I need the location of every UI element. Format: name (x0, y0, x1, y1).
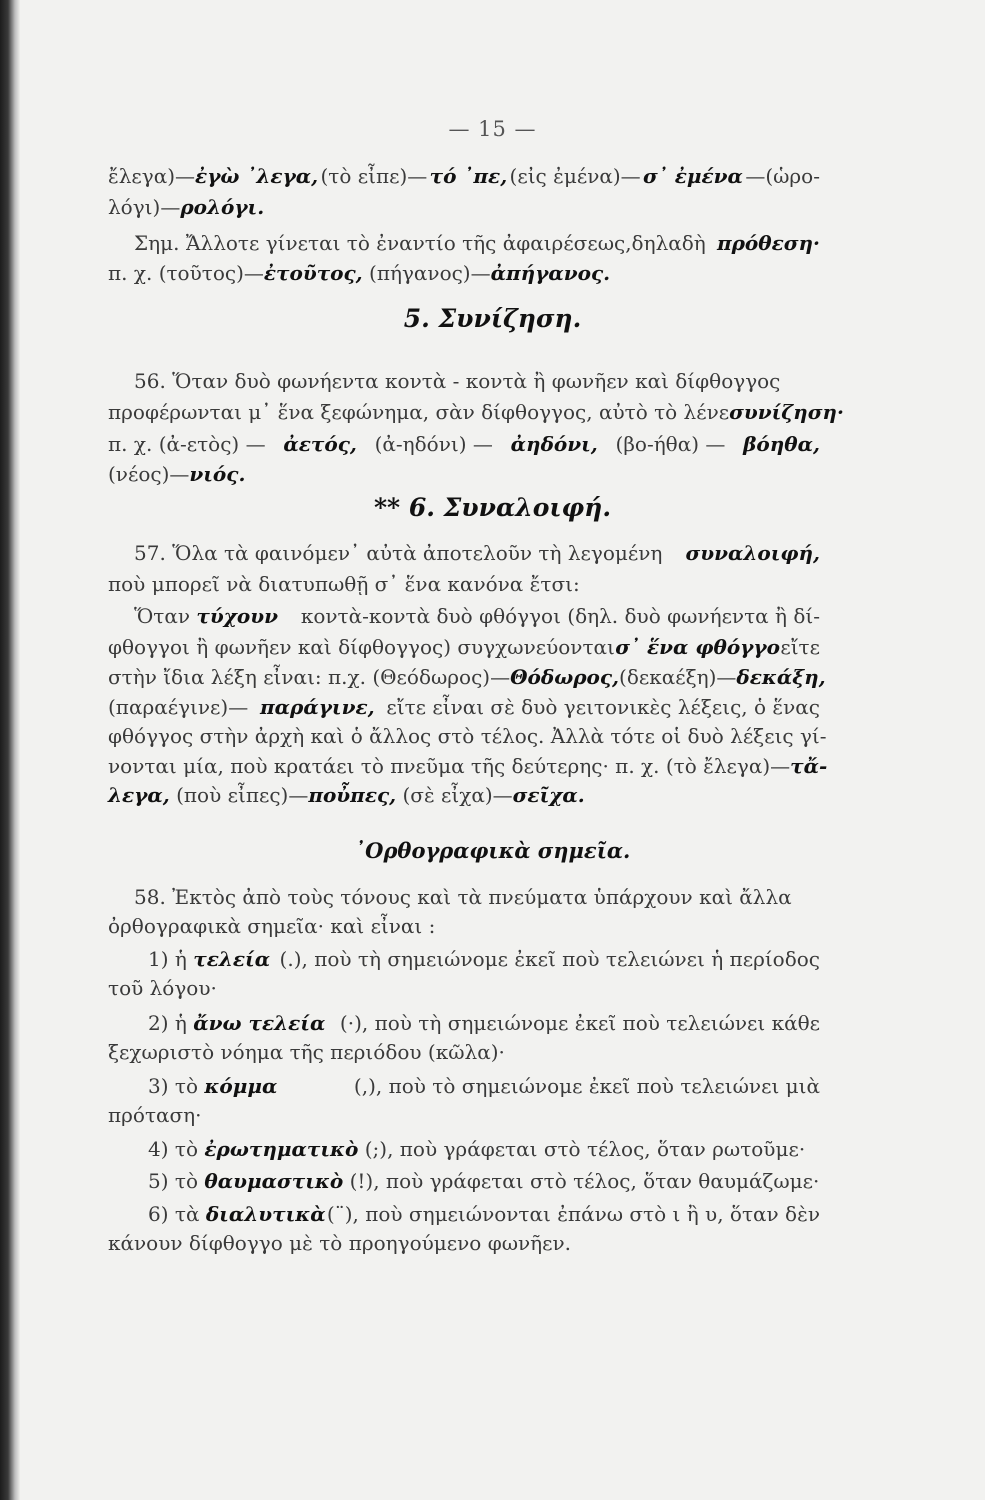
text-line: 57. Ὅλα τὰ φαινόμεν᾽ αὐτὰ ἀποτελοῦν τὴ λεγομένη συναλοιφή, (134, 541, 820, 565)
section-heading-synizesis: 5. Συνίζηση. (403, 304, 582, 333)
text-line: ἔλεγα)—ἐγὼ ᾽λεγα, (τὸ εἶπε)— τό ᾽πε, (εἰς ἐμένα)— σ᾽ ἐμένα —(ὡρο- (108, 164, 820, 188)
list-item: 6) τὰ διαλυτικὰ (¨), ποὺ σημειώνονται ἐπάνω στὸ ι ἢ υ, ὅταν δὲν (148, 1202, 820, 1226)
text-line: (νέος)—νιός. (108, 462, 246, 486)
text-line: λόγι)—ρολόγι. (108, 195, 265, 219)
text-line: 58. Ἐκτὸς ἀπὸ τοὺς τόνους καὶ τὰ πνεύματα ὑπάρχουν καὶ ἄλλα (134, 885, 792, 909)
text-line: π. χ. (ἀ-ετὸς) — ἀετός, (ἀ-ηδόνι) — ἀηδόνι, (βο-ήθα) — βόηθα, (108, 432, 820, 456)
text-line: κάνουν δίφθογγο μὲ τὸ προηγούμενο φωνῆεν. (108, 1231, 572, 1255)
list-item: 5) τὸ θαυμαστικὸ (!), ποὺ γράφεται στὸ τέλος, ὅταν θαυμάζωμε· (148, 1169, 820, 1193)
text-line: φθογγοι ἢ φωνῆεν καὶ δίφθογγος) συγχωνεύονται σ᾽ ἕνα φθόγγο εἴτε (108, 635, 820, 659)
list-item: 1) ἡ τελεία (.), ποὺ τὴ σημειώνομε ἐκεῖ ποὺ τελειώνει ἡ περίοδος (148, 947, 820, 971)
list-item: 2) ἡ ἄνω τελεία (·), ποὺ τὴ σημειώνομε ἐκεῖ ποὺ τελειώνει κάθε (148, 1011, 820, 1035)
section-heading-orthography: ᾽Ορθογραφικὰ σημεῖα. (354, 838, 631, 863)
binding-shadow (0, 0, 20, 1500)
text-line: ξεχωριστὸ νόημα τῆς περιόδου (κῶλα)· (108, 1040, 505, 1064)
text-line: Ὅταν τύχουν κοντὰ-κοντὰ δυὸ φθόγγοι (δηλ. δυὸ φωνήεντα ἢ δί- (134, 604, 820, 628)
text-line: φθόγγος στὴν ἀρχὴ καὶ ὁ ἄλλος στὸ τέλος. Ἀλλὰ τότε οἱ δυὸ λέξεις γί- (108, 724, 827, 748)
list-item: 3) τὸ κόμμα (,), ποὺ τὸ σημειώνομε ἐκεῖ ποὺ τελειώνει μιὰ (148, 1074, 820, 1098)
text-line: νονται μία, ποὺ κρατάει τὸ πνεῦμα τῆς δεύτερης· π. χ. (τὸ ἔλεγα)— τἄ- (108, 754, 828, 778)
text-line: τοῦ λόγου· (108, 976, 217, 1000)
text-line: στὴν ἴδια λέξη εἶναι: π.χ. (Θεόδωρος)— Θόδωρος, (δεκαέξη)— δεκάξη, (108, 665, 826, 689)
section-heading-synaloiphe: ** 6. Συναλοιφή. (373, 493, 612, 522)
text-line: προφέρωνται μ᾽ ἕνα ξεφώνημα, σὰν δίφθογγος, αὐτὸ τὸ λένε συνίζηση· (108, 400, 844, 424)
text-line: π. χ. (τοῦτος)—ἐτοῦτος, (πήγανος)—ἀπήγανος. (108, 261, 611, 285)
list-item: 4) τὸ ἐρωτηματικὸ (;), ποὺ γράφεται στὸ τέλος, ὅταν ρωτοῦμε· (148, 1137, 806, 1161)
text-line: Σημ. Ἄλλοτε γίνεται τὸ ἐναντίο τῆς ἀφαιρέσεως,δηλαδὴ πρόθεση· (134, 231, 820, 255)
text-line: 56. Ὅταν δυὸ φωνήεντα κοντὰ - κοντὰ ἢ φωνῆεν καὶ δίφθογγος (134, 369, 781, 393)
text-line: πρόταση· (108, 1103, 202, 1127)
page-number: — 15 — (448, 117, 537, 141)
text-line: λεγα, (ποὺ εἶπες)—ποὖπες, (σὲ εἶχα)—σεῖχα. (108, 783, 585, 807)
text-line: ποὺ μπορεῖ νὰ διατυπωθῇ σ᾽ ἕνα κανόνα ἔτσι: (108, 572, 580, 596)
text-line: (παραέγινε)— παράγινε, εἴτε εἶναι σὲ δυὸ γειτονικὲς λέξεις, ὁ ἕνας (108, 695, 820, 719)
text-line: ὀρθογραφικὰ σημεῖα· καὶ εἶναι : (108, 914, 436, 938)
